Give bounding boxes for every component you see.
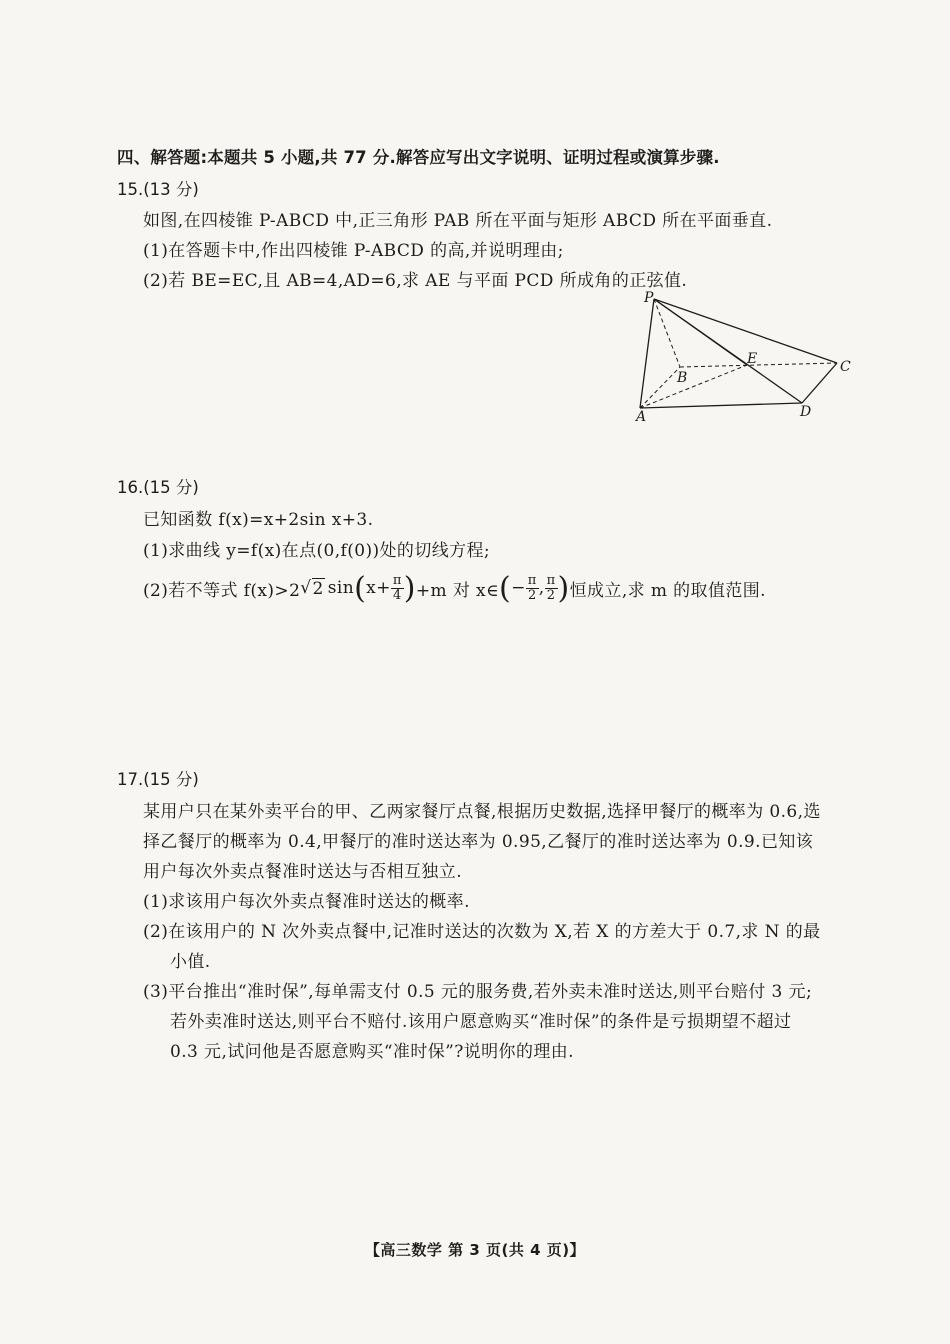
paren-open: ( [354, 570, 367, 606]
edge-AD [640, 403, 802, 408]
label-E: E [747, 351, 758, 367]
sqrt-sign: √ [300, 578, 312, 598]
sin-func: sin [327, 578, 355, 598]
problem-16-number: 16.(15 分) [117, 478, 199, 497]
x-plus: x+ [366, 578, 391, 598]
problem-16-line-3 [143, 568, 766, 608]
problem-17-line-1: 某用户只在某外卖平台的甲、乙两家餐厅点餐,根据历史数据,选择甲餐厅的概率为 0.6,选 [143, 802, 821, 822]
problem-17-line-3: 用户每次外卖点餐准时送达与否相互独立. [143, 862, 463, 882]
pyramid-diagram [620, 285, 860, 430]
problem-15-line-3: (2)若 BE=EC,且 AB=4,AD=6,求 AE 与平面 PCD 所成角的正弦值. [143, 271, 688, 291]
label-C: C [840, 359, 851, 375]
paren-close: ) [403, 570, 416, 606]
label-B: B [677, 370, 688, 386]
problem-17-line-7: (3)平台推出“准时保”,每单需支付 0.5 元的服务费,若外卖未准时送达,则平台赔付 3 元; [143, 982, 813, 1002]
label-P: P [644, 290, 654, 306]
minus-sign: − [511, 578, 526, 598]
ineq-after-paren: +m 对 x∈ [415, 580, 500, 601]
problem-15-line-1: 如图,在四棱锥 P-ABCD 中,正三角形 PAB 所在平面与矩形 ABCD 所在平面垂直. [143, 211, 773, 231]
problem-17-number: 17.(15 分) [117, 770, 199, 789]
section-heading: 四、解答题:本题共 5 小题,共 77 分.解答应写出文字说明、证明过程或演算步骤. [117, 148, 720, 167]
problem-16-line-1: 已知函数 f(x)=x+2sin x+3. [143, 510, 374, 530]
edge-PC [654, 299, 837, 363]
sqrt-arg: 2 [312, 578, 324, 599]
fraction-pi-over-2-right: $\frac{\pi}{2}$ [546, 572, 556, 603]
ineq-suffix: 恒成立,求 m 的取值范围. [569, 580, 766, 601]
fraction-pi-over-2-left: $\frac{\pi}{2}$ [527, 572, 537, 603]
label-D: D [800, 404, 812, 420]
edge-AB [640, 367, 680, 408]
problem-17-line-8: 若外卖准时送达,则平台不赔付.该用户愿意购买“准时保”的条件是亏损期望不超过 [170, 1012, 792, 1032]
page-footer: 【高三数学 第 3 页(共 4 页)】 [364, 1241, 586, 1259]
problem-17-line-6: 小值. [170, 952, 211, 972]
ineq-prefix: (2)若不等式 f(x)>2 [143, 580, 301, 601]
edge-PA [640, 299, 654, 408]
problem-17-line-5: (2)在该用户的 N 次外卖点餐中,记准时送达的次数为 X,若 X 的方差大于 0.7,求 N 的最 [143, 922, 821, 942]
interval-close: ) [557, 570, 570, 606]
problem-16-line-2: (1)求曲线 y=f(x)在点(0,f(0))处的切线方程; [143, 541, 491, 561]
problem-15-line-2: (1)在答题卡中,作出四棱锥 P-ABCD 的高,并说明理由; [143, 241, 564, 261]
interval-open: ( [499, 570, 512, 606]
edge-DC [802, 363, 837, 403]
label-A: A [636, 409, 647, 425]
problem-17-line-9: 0.3 元,试问他是否愿意购买“准时保”?说明你的理由. [170, 1042, 574, 1062]
problem-15-number: 15.(13 分) [117, 180, 199, 199]
fraction-pi-over-4: $\frac{\pi}{4}$ [392, 572, 402, 603]
edge-AE [640, 365, 747, 408]
edge-BC [680, 363, 837, 367]
problem-17-line-4: (1)求该用户每次外卖点餐准时送达的概率. [143, 892, 470, 912]
edge-PB [654, 299, 680, 367]
edge-PE [654, 299, 747, 365]
interval-comma: , [538, 578, 545, 598]
problem-17-line-2: 择乙餐厅的概率为 0.4,甲餐厅的准时送达率为 0.95,乙餐厅的准时送达率为 0.9.已知该 [143, 832, 814, 852]
